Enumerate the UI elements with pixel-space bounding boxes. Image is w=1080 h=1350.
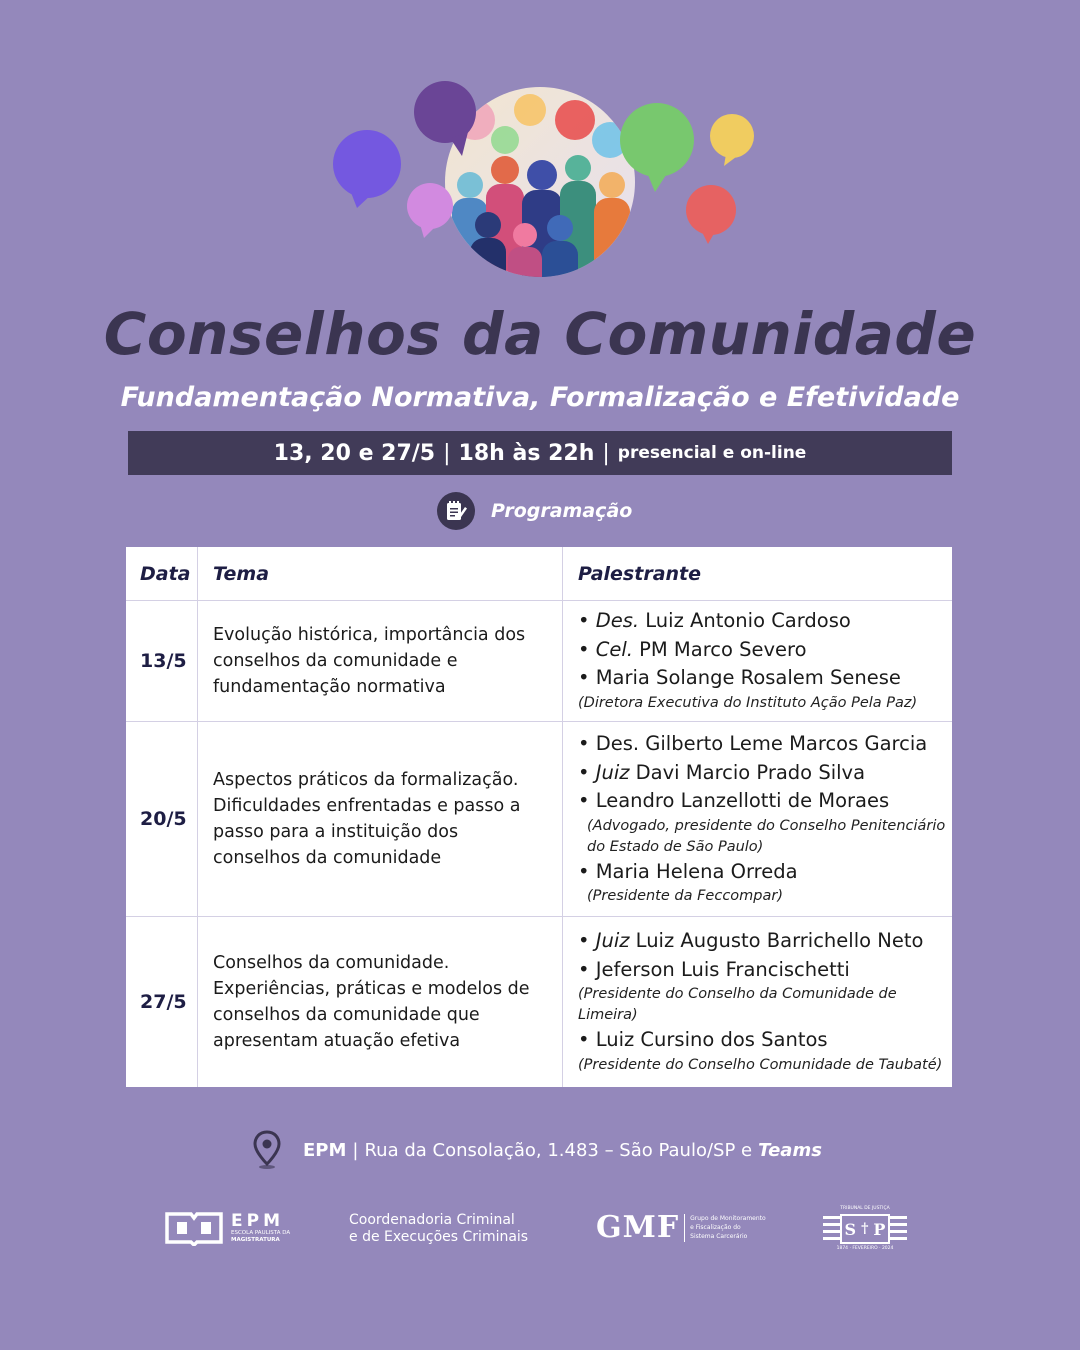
speaker-item: • Juiz Luiz Augusto Barrichello Neto (578, 929, 924, 953)
row-date: 20/5 (126, 721, 198, 916)
header-date: Data (126, 547, 198, 600)
table-row (126, 721, 952, 917)
gmf-acronym: GMF (596, 1210, 680, 1245)
schedule-table (126, 547, 952, 1087)
page-subtitle: Fundamentação Normativa, Formalização e Efetividade (120, 382, 960, 413)
date-bar (128, 431, 952, 475)
table-row (126, 600, 952, 722)
speaker-item: • Des. Luiz Antonio Cardoso (578, 609, 851, 633)
coordenadoria-line2: e de Execuções Criminais (349, 1229, 529, 1245)
header-topic: Tema (198, 547, 563, 600)
separator: | (443, 440, 451, 466)
program-label: Programação (491, 500, 633, 522)
speech-bubble-red-icon (686, 185, 736, 244)
separator: | (602, 440, 610, 466)
header-speaker: Palestrante (578, 562, 702, 585)
epm-acronym: EPM (231, 1211, 284, 1231)
row-date: 13/5 (126, 600, 198, 721)
speaker-item: • Cel. PM Marco Severo (578, 637, 807, 661)
speech-bubble-purple-icon (333, 130, 401, 208)
epm-line1: ESCOLA PAULISTA DA (231, 1230, 291, 1236)
coordenadoria-line1: Coordenadoria Criminal (349, 1212, 515, 1228)
table-header-row (126, 547, 952, 601)
row-speakers (563, 721, 952, 916)
speaker-item: • Luiz Cursino dos Santos (578, 1028, 828, 1052)
speaker-item: • Des. Gilberto Leme Marcos Garcia (578, 732, 928, 755)
coordenadoria-logo (349, 1212, 528, 1246)
speaker-note: (Presidente da Feccompar) (587, 888, 784, 904)
tjsp-bottom: 1874 · FEVEREIRO · 2024 (836, 1246, 894, 1251)
speaker-note: (Advogado, presidente do Conselho Penitenciário do Estado de São Paulo) (587, 817, 946, 855)
location-line (253, 1130, 822, 1170)
divider (684, 1214, 685, 1242)
partner-logos (0, 1200, 1080, 1260)
sword-icon: † (861, 1221, 869, 1237)
table-row (126, 916, 952, 1087)
speaker-note: (Diretora Executiva do Instituto Ação Pela Paz) (578, 694, 918, 711)
program-heading (437, 491, 632, 531)
notepad-icon (437, 492, 475, 530)
gmf-line1: Grupo de Monitoramento (690, 1215, 766, 1222)
row-topic: Aspectos práticos da formalização. Dificuldades enfrentadas e passo a passo para a instituição dos conselhos da comunidade (198, 721, 563, 916)
epm-book-icon (165, 1210, 223, 1246)
location-address: Rua da Consolação, 1.483 – São Paulo/SP e (364, 1139, 753, 1161)
page-title: Conselhos da Comunidade (103, 300, 977, 368)
event-dates: 13, 20 e 27/5 (273, 440, 436, 466)
row-speakers (563, 600, 952, 721)
row-date: 27/5 (126, 916, 198, 1087)
tjsp-letter-s: S (844, 1219, 857, 1239)
location-org: EPM (303, 1139, 347, 1161)
tjsp-emblem (840, 1214, 890, 1244)
event-time: 18h às 22h (458, 440, 595, 466)
speaker-item: • Leandro Lanzellotti de Moraes (578, 789, 890, 812)
speaker-note: (Presidente do Conselho Comunidade de Taubaté) (578, 1056, 943, 1073)
speech-bubble-yellow-icon (710, 114, 754, 166)
separator: | (352, 1139, 359, 1161)
location-platform: Teams (758, 1139, 822, 1161)
speaker-item: • Jeferson Luis Francischetti (578, 957, 850, 981)
epm-logo (165, 1210, 290, 1246)
tjsp-logo (823, 1206, 907, 1252)
speaker-note: (Presidente do Conselho da Comunidade de Limeira) (578, 986, 897, 1024)
row-topic: Conselhos da comunidade. Experiências, práticas e modelos de conselhos da comunidade que apresentam atuação efetiva (198, 916, 563, 1087)
location-pin-icon (253, 1130, 281, 1170)
row-topic: Evolução histórica, importância dos conselhos da comunidade e fundamentação normativa (198, 600, 563, 721)
tjsp-letter-p: P (873, 1219, 886, 1239)
speaker-item: • Juiz Davi Marcio Prado Silva (578, 760, 866, 784)
gmf-logo (596, 1210, 766, 1245)
speech-bubble-pink-icon (407, 183, 453, 238)
speaker-item: • Maria Solange Rosalem Senese (578, 666, 901, 690)
gmf-line2: e Fiscalização do (690, 1224, 741, 1231)
hero-illustration (0, 0, 1080, 300)
speaker-item: • Maria Helena Orreda (578, 859, 798, 883)
tjsp-top: TRIBUNAL DE JUSTIÇA (840, 1206, 890, 1211)
gmf-line3: Sistema Carcerário (690, 1233, 748, 1240)
row-speakers (563, 916, 952, 1087)
epm-line2: MAGISTRATURA (231, 1237, 280, 1243)
event-mode: presencial e on-line (617, 443, 807, 463)
